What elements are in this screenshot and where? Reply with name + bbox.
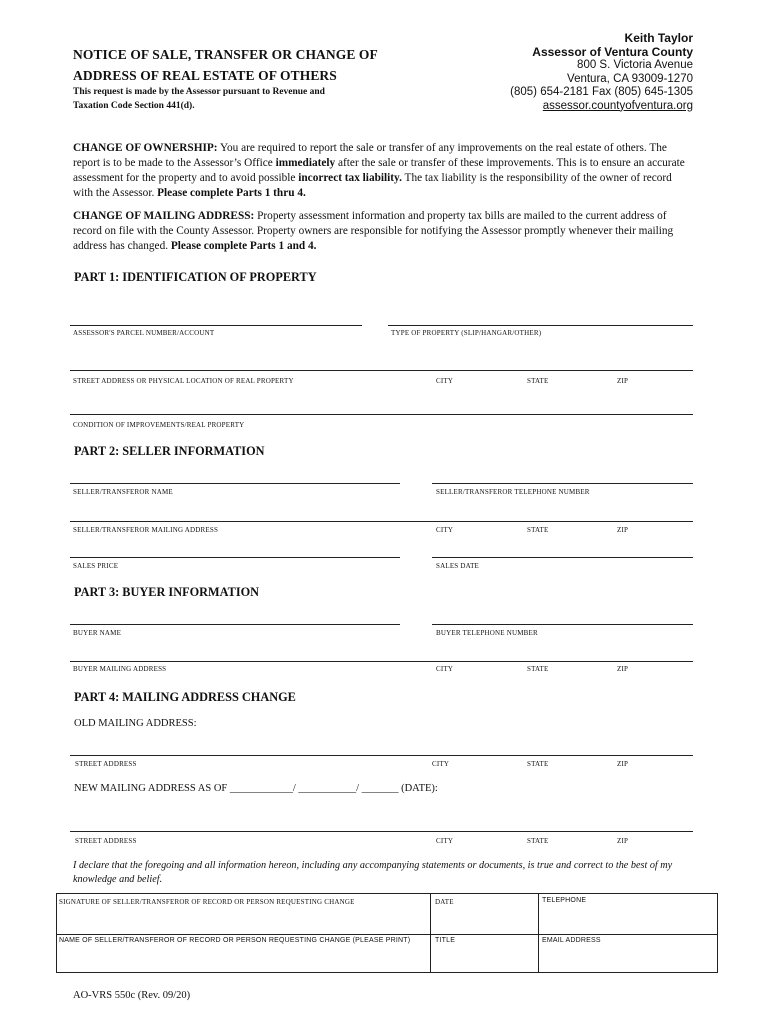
- old-mailing-label: OLD MAILING ADDRESS:: [74, 718, 197, 729]
- ownership-text: You are required to report the sale or transfer of any improvements on the real estate of others. The report is to be made to the Assessor’s Office: [73, 142, 667, 169]
- buyer-city-label: CITY: [436, 665, 454, 673]
- ownership-emphasis: incorrect tax liability.: [298, 172, 402, 184]
- new-address-field[interactable]: [70, 831, 693, 832]
- buyer-address-label: BUYER MAILING ADDRESS: [73, 665, 167, 673]
- seller-city-label: CITY: [436, 526, 454, 534]
- form-number: AO-VRS 550c (Rev. 09/20): [73, 990, 191, 1001]
- seller-address-label: SELLER/TRANSFEROR MAILING ADDRESS: [73, 526, 219, 534]
- authority-note-line1: This request is made by the Assessor pursuant to Revenue and: [73, 87, 325, 97]
- ownership-emphasis: immediately: [275, 157, 336, 169]
- property-address-field[interactable]: [70, 370, 693, 371]
- old-address-field[interactable]: [70, 755, 693, 756]
- parcel-number-label: ASSESSOR'S PARCEL NUMBER/ACCOUNT: [73, 329, 215, 337]
- buyer-state-label: STATE: [527, 665, 549, 673]
- sales-price-field[interactable]: [70, 557, 400, 558]
- signature-date-label: DATE: [435, 898, 454, 906]
- part3-heading: PART 3: BUYER INFORMATION: [74, 585, 260, 599]
- property-type-field[interactable]: [388, 325, 693, 326]
- seller-name-label: SELLER/TRANSFEROR NAME: [73, 488, 173, 496]
- new-city-label: CITY: [436, 837, 454, 845]
- signature-date-field[interactable]: [431, 906, 537, 933]
- buyer-name-label: BUYER NAME: [73, 629, 122, 637]
- mailing-text: Property assessment information and property tax bills are mailed to the current address of record on file with the County Assessor. Property owners are responsible for notifying the Assessor promptly whenever their mailing address has changed.: [73, 210, 674, 252]
- title-label: TITLE: [435, 937, 456, 944]
- buyer-zip-label: ZIP: [617, 665, 629, 673]
- signature-field[interactable]: [57, 906, 429, 933]
- assessor-website-link[interactable]: assessor.countyofventura.org: [542, 99, 693, 112]
- signature-table: [56, 893, 718, 973]
- part1-heading: PART 1: IDENTIFICATION OF PROPERTY: [74, 270, 317, 284]
- old-zip-label: ZIP: [617, 760, 629, 768]
- seller-zip-label: ZIP: [617, 526, 629, 534]
- signature-phone-field[interactable]: [539, 906, 717, 933]
- authority-note-line2: Taxation Code Section 441(d).: [73, 101, 195, 111]
- new-street-label: STREET ADDRESS: [75, 837, 137, 845]
- form-title-line2: ADDRESS OF REAL ESTATE OF OTHERS: [73, 68, 337, 83]
- assessor-phone: (805) 654-2181 Fax (805) 645-1305: [510, 86, 693, 98]
- seller-state-label: STATE: [527, 526, 549, 534]
- ownership-text: The tax liability is the responsibility of the owner of record with the Assessor.: [73, 172, 672, 199]
- seller-address-field[interactable]: [70, 521, 693, 522]
- sales-price-label: SALES PRICE: [73, 562, 119, 570]
- sales-date-label: SALES DATE: [436, 562, 480, 570]
- property-state-label: STATE: [527, 377, 549, 385]
- assessor-title: Assessor of Ventura County: [532, 44, 693, 59]
- part4-heading: PART 4: MAILING ADDRESS CHANGE: [74, 690, 296, 704]
- property-zip-label: ZIP: [617, 377, 629, 385]
- property-city-label: CITY: [436, 377, 454, 385]
- printed-name-label: NAME OF SELLER/TRANSFEROR OF RECORD OR PERSON REQUESTING CHANGE (PLEASE PRINT): [59, 937, 411, 944]
- signature-phone-label: TELEPHONE: [542, 897, 587, 904]
- form-title-line1: NOTICE OF SALE, TRANSFER OR CHANGE OF: [73, 47, 378, 62]
- signature-label: SIGNATURE OF SELLER/TRANSFEROR OF RECORD OR PERSON REQUESTING CHANGE: [59, 898, 355, 906]
- email-field[interactable]: [539, 946, 717, 973]
- ownership-paragraph: [73, 141, 693, 201]
- mailing-instruction: Please complete Parts 1 and 4.: [170, 240, 317, 252]
- ownership-instruction: Please complete Parts 1 thru 4.: [157, 187, 306, 199]
- old-street-label: STREET ADDRESS: [75, 760, 137, 768]
- new-zip-label: ZIP: [617, 837, 629, 845]
- buyer-name-field[interactable]: [70, 624, 400, 625]
- buyer-phone-label: BUYER TELEPHONE NUMBER: [436, 629, 538, 637]
- ownership-heading: CHANGE OF OWNERSHIP:: [73, 142, 218, 154]
- seller-phone-label: SELLER/TRANSFEROR TELEPHONE NUMBER: [436, 488, 590, 496]
- part2-heading: PART 2: SELLER INFORMATION: [74, 444, 265, 458]
- email-label: EMAIL ADDRESS: [542, 937, 601, 944]
- parcel-number-field[interactable]: [70, 325, 362, 326]
- new-mailing-date-line[interactable]: NEW MAILING ADDRESS AS OF ____________/ ___________/ _______ (DATE):: [74, 783, 438, 794]
- buyer-phone-field[interactable]: [432, 624, 693, 625]
- seller-phone-field[interactable]: [432, 483, 693, 484]
- row-divider: [57, 934, 717, 935]
- assessor-address1: 800 S. Victoria Avenue: [577, 59, 693, 71]
- new-state-label: STATE: [527, 837, 549, 845]
- assessor-block: [510, 32, 693, 113]
- mailing-paragraph: [73, 209, 693, 254]
- title-field[interactable]: [431, 946, 537, 973]
- ownership-text: after the sale or transfer of these improvements. This is to ensure an accurate assessment for the property and to avoid possible: [73, 157, 685, 184]
- property-type-label: TYPE OF PROPERTY (SLIP/HANGAR/OTHER): [391, 329, 542, 337]
- property-street-label: STREET ADDRESS OR PHYSICAL LOCATION OF REAL PROPERTY: [73, 377, 294, 385]
- assessor-address2: Ventura, CA 93009-1270: [567, 72, 693, 85]
- seller-name-field[interactable]: [70, 483, 400, 484]
- declaration-text: I declare that the foregoing and all information hereon, including any accompanying statements or documents, is true and correct to the best of my knowledge and belief.: [73, 860, 673, 885]
- old-city-label: CITY: [432, 760, 450, 768]
- sales-date-field[interactable]: [432, 557, 693, 558]
- assessor-name: Keith Taylor: [624, 31, 693, 45]
- condition-label: CONDITION OF IMPROVEMENTS/REAL PROPERTY: [73, 421, 245, 429]
- condition-field[interactable]: [70, 414, 693, 415]
- old-state-label: STATE: [527, 760, 549, 768]
- mailing-heading: CHANGE OF MAILING ADDRESS:: [73, 210, 255, 222]
- buyer-address-field[interactable]: [70, 661, 693, 662]
- printed-name-field[interactable]: [57, 946, 429, 973]
